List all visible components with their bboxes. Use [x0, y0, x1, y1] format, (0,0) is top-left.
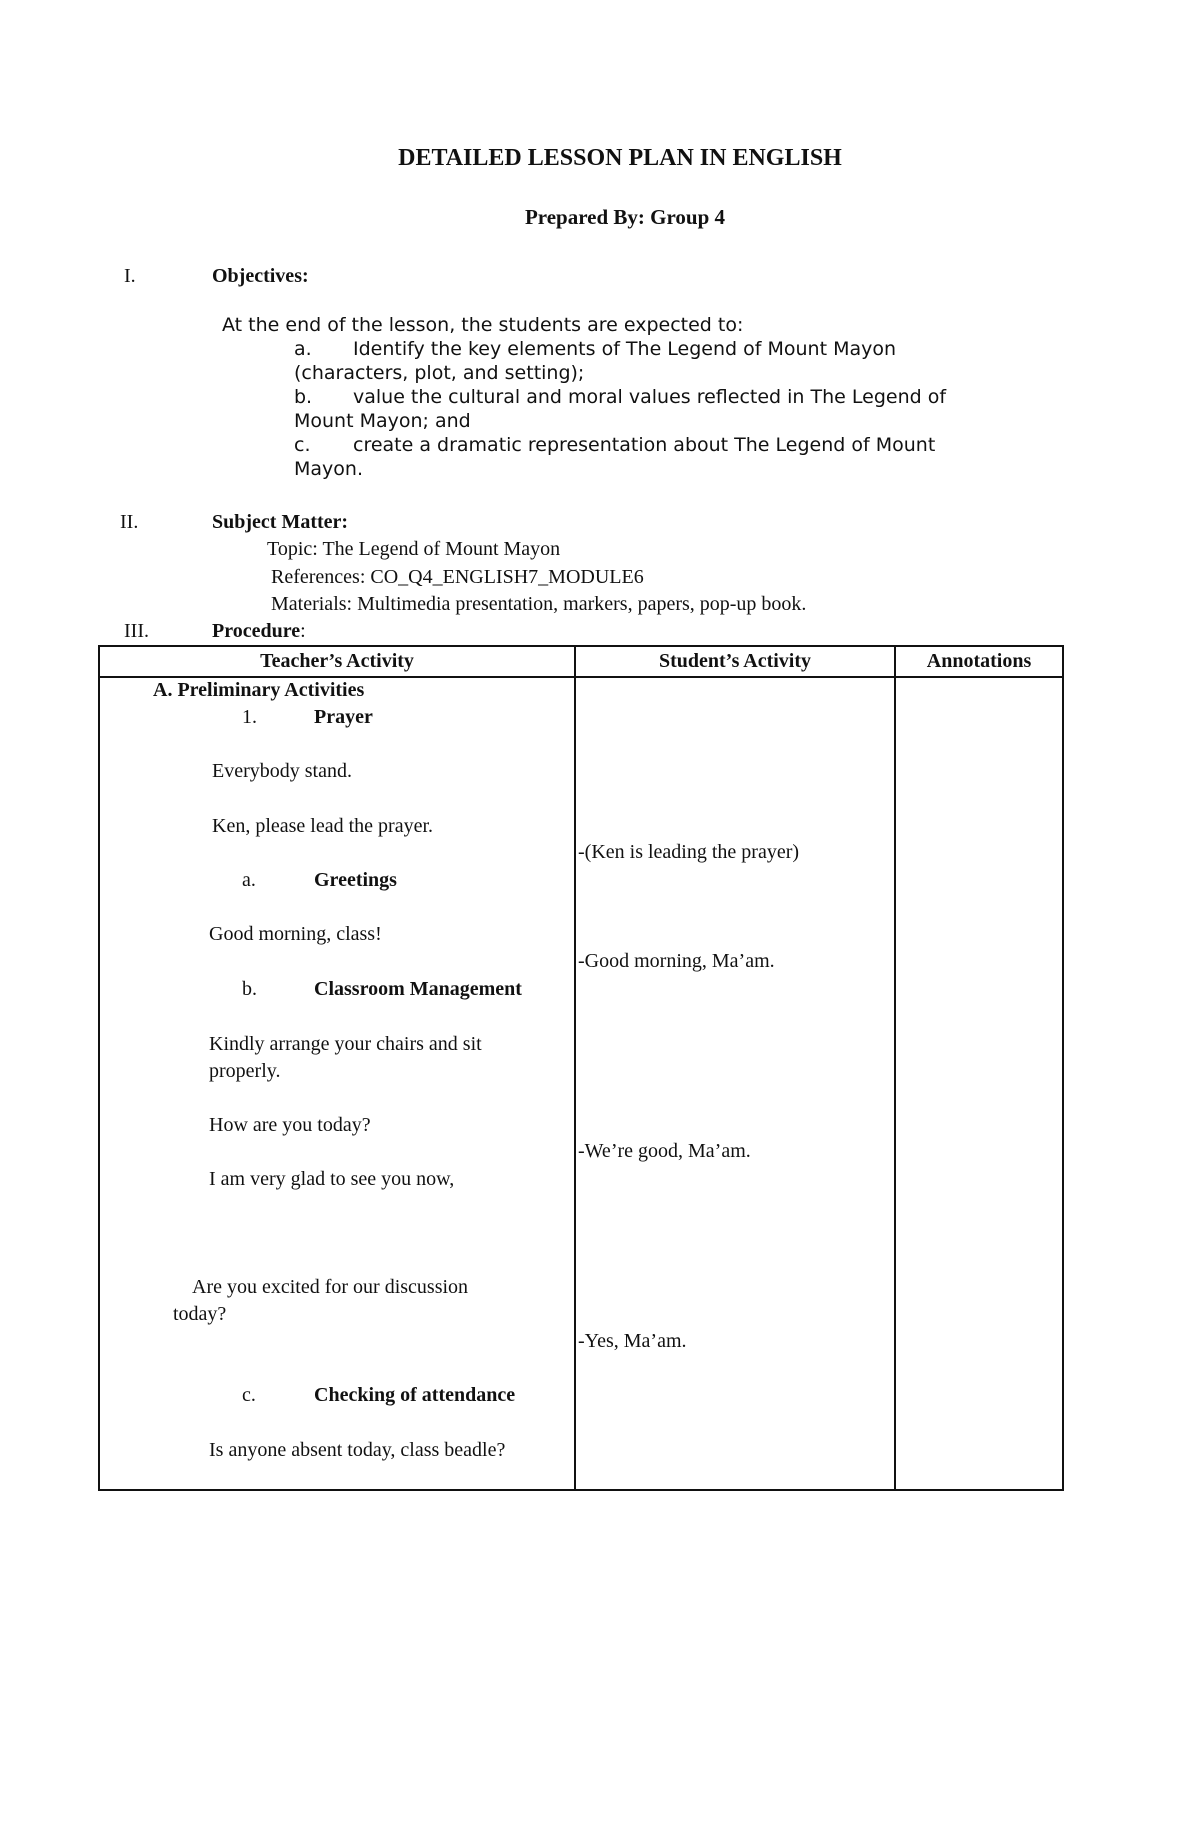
objectives-heading: Objectives: — [212, 265, 309, 287]
col-teacher-activity: Teacher’s Activity — [99, 646, 575, 677]
prepared-by: Prepared By: Group 4 — [524, 205, 726, 229]
classroom-management-title: Classroom Management — [314, 978, 522, 1000]
objective-a-line2: (characters, plot, and setting); — [294, 362, 585, 384]
teacher-line-stand: Everybody stand. — [212, 760, 352, 782]
objectives-intro: At the end of the lesson, the students are expected to: — [222, 314, 744, 336]
procedure-numeral: III. — [124, 620, 149, 642]
procedure-table — [98, 645, 1064, 1491]
student-response-prayer: -(Ken is leading the prayer) — [578, 841, 800, 863]
objective-a-letter: a. — [294, 338, 312, 360]
attendance-title: Checking of attendance — [314, 1384, 516, 1406]
objective-c-line2: Mayon. — [294, 458, 363, 480]
objective-a-line1: Identify the key elements of The Legend of Mount Mayon — [353, 338, 897, 360]
classroom-management-letter: b. — [242, 978, 257, 1000]
subject-matter-numeral: II. — [120, 511, 139, 533]
teacher-line-how-are-you: How are you today? — [209, 1114, 371, 1136]
table-header-row — [99, 646, 1063, 677]
attendance-letter: c. — [242, 1384, 256, 1406]
objective-c-line1: create a dramatic representation about The Legend of Mount — [353, 434, 936, 456]
teacher-line-lead-prayer: Ken, please lead the prayer. — [212, 815, 434, 837]
prayer-number: 1. — [242, 706, 257, 728]
table-row — [99, 677, 1063, 1490]
subject-references: References: CO_Q4_ENGLISH7_MODULE6 — [271, 566, 644, 588]
teacher-line-arrange-1: Kindly arrange your chairs and sit — [209, 1033, 482, 1055]
teacher-line-absent: Is anyone absent today, class beadle? — [209, 1439, 506, 1461]
subject-materials: Materials: Multimedia presentation, markers, papers, pop-up book. — [271, 593, 807, 615]
objectives-numeral: I. — [124, 265, 136, 287]
objective-b-letter: b. — [294, 386, 313, 408]
procedure-heading: Procedure — [212, 620, 301, 642]
procedure-colon: : — [300, 620, 306, 642]
greetings-letter: a. — [242, 869, 256, 891]
teacher-line-good-morning: Good morning, class! — [209, 923, 382, 945]
teacher-line-excited-1: Are you excited for our discussion — [192, 1276, 469, 1298]
teacher-line-excited-2: today? — [173, 1303, 227, 1325]
teacher-activity-cell — [99, 677, 575, 1490]
preliminary-activities-heading: A. Preliminary Activities — [153, 679, 365, 701]
annotations-cell — [895, 677, 1063, 1490]
objective-b-line1: value the cultural and moral values reflected in The Legend of — [353, 386, 947, 408]
teacher-line-glad: I am very glad to see you now, — [209, 1168, 455, 1190]
student-response-good: -We’re good, Ma’am. — [578, 1140, 751, 1162]
student-response-good-morning: -Good morning, Ma’am. — [578, 950, 775, 972]
subject-topic: Topic: The Legend of Mount Mayon — [267, 538, 561, 560]
prayer-title: Prayer — [314, 706, 373, 728]
procedure-heading-wrap — [212, 620, 306, 643]
objective-c-letter: c. — [294, 434, 311, 456]
col-student-activity: Student’s Activity — [575, 646, 895, 677]
student-activity-cell — [575, 677, 895, 1490]
page-title: DETAILED LESSON PLAN IN ENGLISH — [398, 145, 842, 171]
student-response-yes: -Yes, Ma’am. — [578, 1330, 687, 1352]
objective-b-line2: Mount Mayon; and — [294, 410, 471, 432]
col-annotations: Annotations — [895, 646, 1063, 677]
greetings-title: Greetings — [314, 869, 397, 891]
subject-matter-heading: Subject Matter: — [212, 511, 349, 533]
teacher-line-arrange-2: properly. — [209, 1060, 281, 1082]
